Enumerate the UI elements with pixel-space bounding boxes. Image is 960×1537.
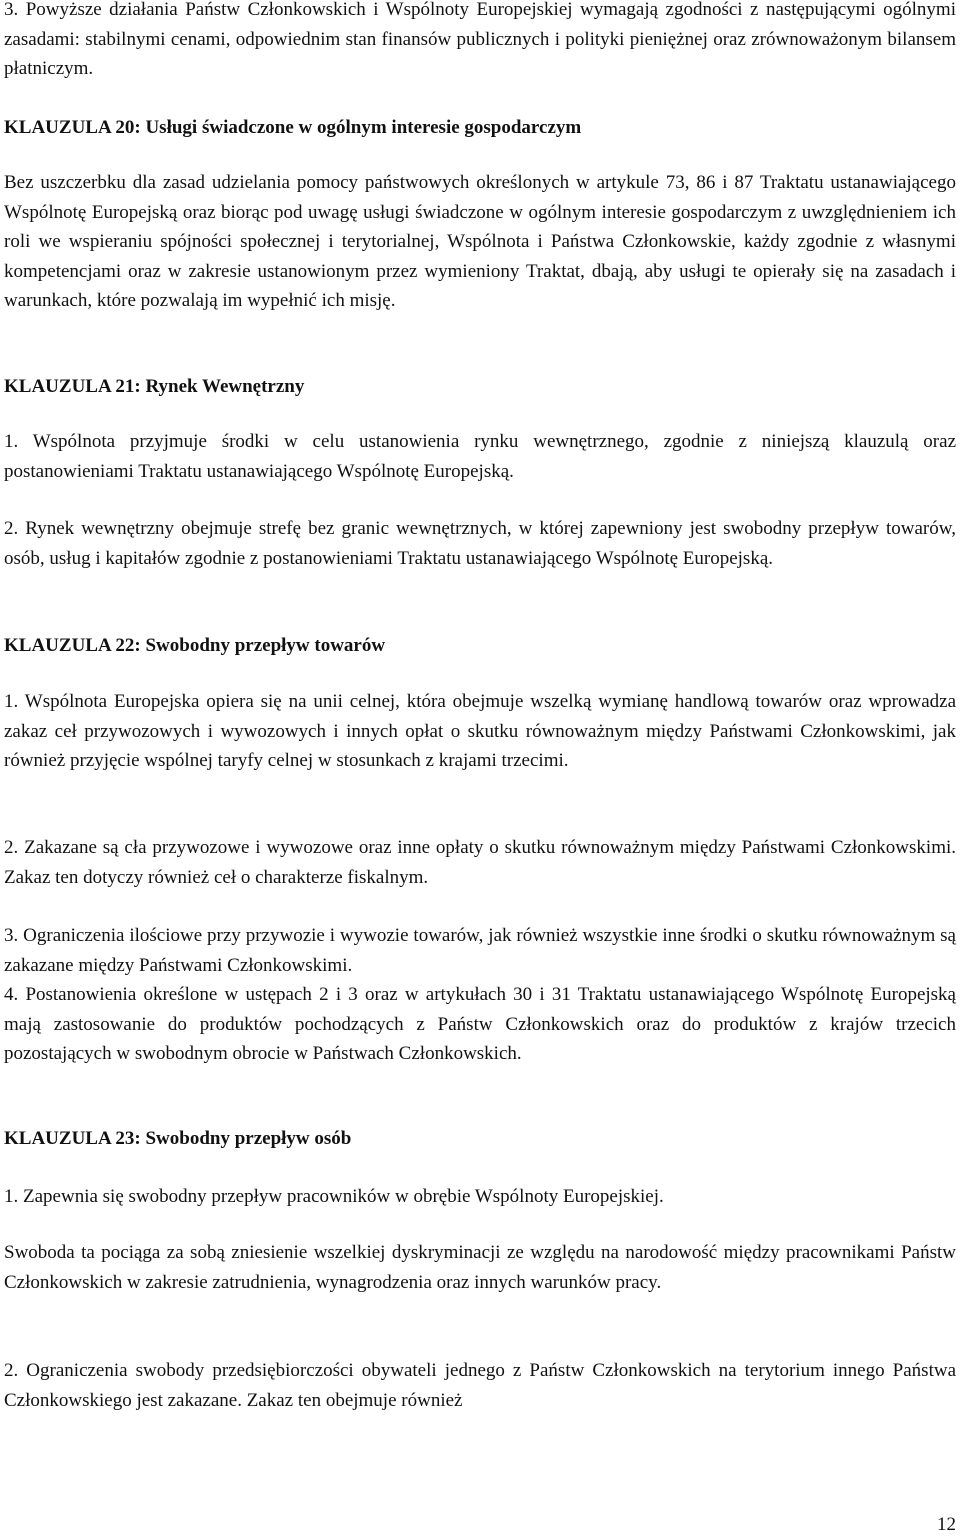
clause-23-heading: KLAUZULA 23: Swobodny przepływ osób — [4, 1128, 352, 1149]
clause-23-point-2: 2. Ograniczenia swobody przedsiębiorczości obywateli jednego z Państw Członkowskich na terytorium innego Państwa Członkowskiego jest zakazane. Zakaz ten obejmuje również — [4, 1360, 956, 1411]
clause-21-heading: KLAUZULA 21: Rynek Wewnętrzny — [4, 376, 305, 397]
intro-paragraph: 3. Powyższe działania Państw Członkowskich i Wspólnoty Europejskiej wymagają zgodności z następującymi ogólnymi zasadami: stabilnymi cenami, odpowiednim stan finansów publicznych i polityki pieniężnej oraz zrównoważonym bilansem płatniczym. — [4, 0, 956, 79]
page-number: 12 — [937, 1514, 956, 1535]
clause-21-point-1: 1. Wspólnota przyjmuje środki w celu ustanowienia rynku wewnętrznego, zgodnie z niniejszą klauzulą oraz postanowieniami Traktatu ustanawiającego Wspólnotę Europejską. — [4, 431, 956, 482]
clause-22-point-3: 3. Ograniczenia ilościowe przy przywozie i wywozie towarów, jak również wszystkie inne środki o skutku równoważnym są zakazane między Państwami Członkowskimi. — [4, 925, 956, 976]
clause-22-point-1: 1. Wspólnota Europejska opiera się na unii celnej, która obejmuje wszelką wymianę handlową towarów oraz wprowadza zakaz ceł przywozowych i wywozowych i innych opłat o skutku równoważnym między Państwami Członkowskimi, jak również przyjęcie wspólnej taryfy celnej w stosunkach z krajami trzecimi. — [4, 691, 956, 771]
clause-23-point-1: 1. Zapewnia się swobodny przepływ pracowników w obrębie Wspólnoty Europejskiej. — [4, 1186, 664, 1207]
clause-22-point-2: 2. Zakazane są cła przywozowe i wywozowe oraz inne opłaty o skutku równoważnym między Państwami Członkowskimi. Zakaz ten dotyczy również ceł o charakterze fiskalnym. — [4, 837, 956, 888]
clause-21-point-2: 2. Rynek wewnętrzny obejmuje strefę bez granic wewnętrznych, w której zapewniony jest swobodny przepływ towarów, osób, usług i kapitałów zgodnie z postanowieniami Traktatu ustanawiającego Wspólnotę Europejską. — [4, 518, 956, 569]
clause-22-heading: KLAUZULA 22: Swobodny przepływ towarów — [4, 635, 386, 656]
clause-20-paragraph: Bez uszczerbku dla zasad udzielania pomocy państwowych określonych w artykule 73, 86 i 87 Traktatu ustanawiającego Wspólnotę Europejską oraz biorąc pod uwagę usługi świadczone w ogólnym interesie gospodarczym z uwzględnieniem ich roli we wspieraniu spójności społecznej i terytorialnej, Wspólnota i Państwa Członkowskie, każdy zgodnie z własnymi kompetencjami oraz w zakresie ustanowionym przez wymieniony Traktat, dbają, aby usługi te opierały się na zasadach i warunkach, które pozwalają im wypełnić ich misję. — [4, 172, 956, 311]
clause-22-point-4: 4. Postanowienia określone w ustępach 2 i 3 oraz w artykułach 30 i 31 Traktatu ustanawiającego Wspólnotę Europejską mają zastosowanie do produktów pochodzących z Państw Członkowskich oraz do produktów z krajów trzecich pozostających w swobodnym obrocie w Państwach Członkowskich. — [4, 984, 956, 1064]
clause-23-paragraph: Swoboda ta pociąga za sobą zniesienie wszelkiej dyskryminacji ze względu na narodowość między pracownikami Państw Członkowskich w zakresie zatrudnienia, wynagrodzenia oraz innych warunków pracy. — [4, 1242, 956, 1293]
clause-20-heading: KLAUZULA 20: Usługi świadczone w ogólnym interesie gospodarczym — [4, 117, 582, 138]
document-page — [4, 0, 956, 1537]
